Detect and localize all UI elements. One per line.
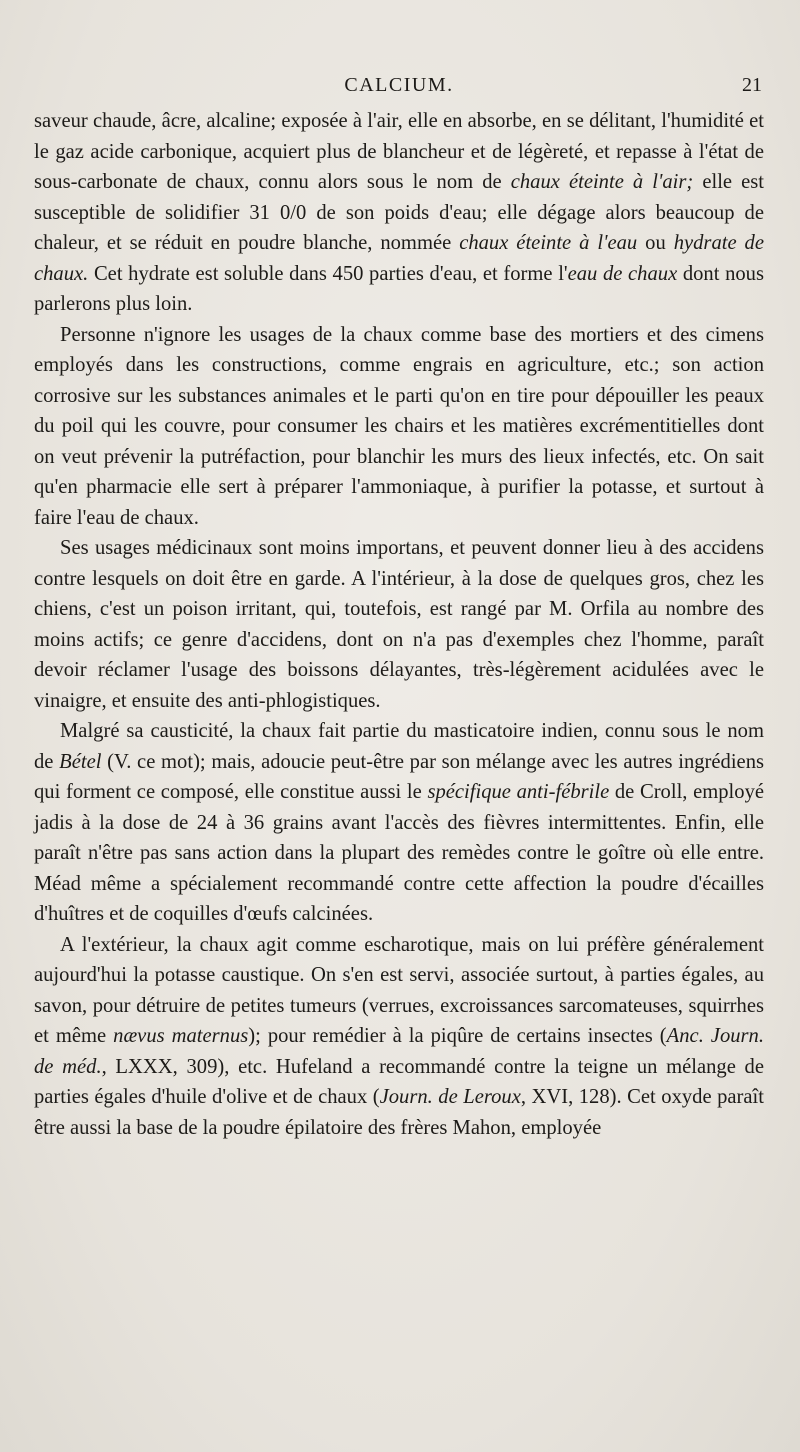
text-run: Malgré sa causticité, la chaux fait partie du masticatoire indien, connu sous le nom de: [34, 720, 764, 773]
text-run: , LXXX, 309), etc. Hufeland a recommandé contre la teigne un mélange de parties égales d'huile d'olive et de chaux (: [34, 1055, 764, 1108]
text-run: , XVI, 128). Cet oxyde paraît être aussi la base de la poudre épilatoire des frères Mahon, employée: [34, 1086, 764, 1139]
text-run: ); pour remédier à la piqûre de certains insectes (: [248, 1025, 667, 1047]
text-run: elle est susceptible de solidifier 31 0/0 de son poids d'eau; elle dégage alors beaucoup de chaleur, et se réduit en poudre blanche, nommée: [34, 171, 765, 254]
italic-term: spécifique anti-fébrile: [427, 781, 610, 803]
text-run: Cet hydrate est soluble dans 450 parties d'eau, et forme l': [88, 262, 568, 285]
text-run: A l'extérieur, la chaux agit comme escharotique, mais on lui préfère généralement aujourd'hui la potasse caustique. On s'en est servi, associée surtout, à parties égales, au savon, pour détruire de petites tumeurs (verrues, excroissances sarcomateuses, squirrhes et même: [34, 933, 764, 1047]
text-run: ou: [637, 232, 674, 254]
italic-term: nævus maternus: [113, 1025, 249, 1047]
paragraph-5: [34, 930, 764, 1144]
italic-term: Journ. de Leroux: [379, 1086, 521, 1108]
text-run: dont nous parlerons plus loin.: [34, 262, 764, 315]
italic-term: chaux éteinte à l'eau: [459, 232, 638, 254]
paragraph-4: [34, 716, 764, 930]
page-number: 21: [742, 74, 762, 96]
italic-term: eau de chaux: [567, 262, 678, 285]
italic-term: hydrate de chaux.: [34, 232, 764, 285]
text-run: Personne n'ignore les usages de la chaux comme base des mortiers et des cimens employés dans les constructions, comme engrais en agriculture, etc.; son action corrosive sur les substances animales et le parti qu'on en tire pour dépouiller les peaux du poil qui les couvre, pour consumer les chairs et les matières excrémentitielles dont on veut prévenir la putréfaction, pour blanchir les murs des lieux infectés, etc. On sait qu'en pharmacie elle sert à préparer l'ammoniaque, à purifier la potasse, et surtout à faire l'eau de chaux.: [34, 323, 764, 529]
text-run: (V. ce mot); mais, adoucie peut-être par son mélange avec les autres ingrédiens qui forment ce composé, elle constitue aussi le: [34, 750, 764, 803]
running-head: [34, 74, 764, 104]
text-run: de Croll, employé jadis à la dose de 24 à 36 grains avant l'accès des fièvres intermittentes. Enfin, elle paraît n'être pas sans action dans la plupart des remèdes contre le goître où elle entre. Méad même a spécialement recommandé contre cette affection la poudre d'écailles d'huîtres et de coquilles d'œufs calcinées.: [34, 781, 765, 925]
paragraph-3: [34, 533, 764, 716]
paragraph-2: [34, 320, 764, 534]
italic-term: Anc. Journ. de méd.: [34, 1025, 765, 1078]
paragraph-1: [34, 106, 764, 320]
text-run: saveur chaude, âcre, alcaline; exposée à l'air, elle en absorbe, en se délitant, l'humidité et le gaz acide carbonique, acquiert plus de blancheur et de légèreté, et repasse à l'état de sous-carbonate de chaux, connu alors sous le nom de: [34, 110, 764, 193]
running-title: CALCIUM.: [344, 74, 454, 96]
italic-term: Bétel: [59, 750, 102, 773]
italic-term: chaux éteinte à l'air;: [510, 171, 694, 193]
body-text: [34, 106, 764, 1143]
text-run: Ses usages médicinaux sont moins importans, et peuvent donner lieu à des accidens contre lesquels on doit être en garde. A l'intérieur, à la dose de quelques gros, chez les chiens, c'est un poison irritant, qui, toutefois, est rangé par M. Orfila au nombre des moins actifs; ce genre d'accidens, dont on n'a pas d'exemples chez l'homme, paraît devoir réclamer l'usage des boissons délayantes, très-légèrement acidulées avec le vinaigre, et ensuite des anti-phlogistiques.: [34, 537, 764, 712]
